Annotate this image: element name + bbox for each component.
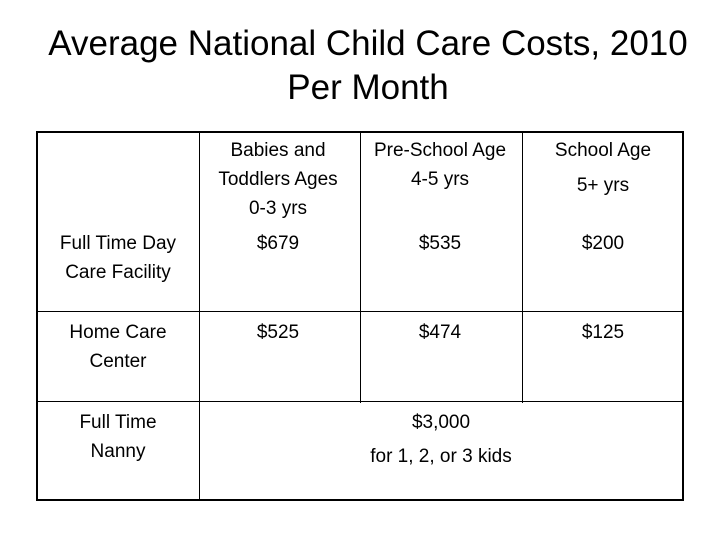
value-nanny-note: for 1, 2, or 3 kids xyxy=(370,446,512,467)
title-line-2: Per Month xyxy=(287,68,449,107)
row-label-day-care-line-1: Full Time Day xyxy=(59,233,177,254)
row-label-home-care xyxy=(38,318,198,376)
row-label-day-care-line-2: Care Facility xyxy=(65,262,171,283)
header-school-line-2: 5+ yrs xyxy=(576,175,630,196)
value-day-care-school: $200 xyxy=(581,233,625,254)
row-label-nanny-line-1: Full Time xyxy=(79,412,157,433)
header-preschool xyxy=(360,136,520,194)
page-title xyxy=(0,22,720,110)
value-day-care-babies: $679 xyxy=(256,233,300,254)
header-babies-line-3: 0-3 yrs xyxy=(248,198,308,219)
row-label-nanny-line-2: Nanny xyxy=(90,441,146,462)
value-home-care-babies: $525 xyxy=(256,322,300,343)
header-babies-line-1: Babies and xyxy=(230,140,326,161)
header-preschool-line-1: Pre-School Age xyxy=(373,140,507,161)
header-babies-toddlers xyxy=(198,136,358,223)
header-babies-line-2: Toddlers Ages xyxy=(218,169,338,190)
title-line-1: Average National Child Care Costs, 2010 xyxy=(48,24,688,63)
value-nanny-merged xyxy=(200,408,682,471)
row-divider-1 xyxy=(38,311,682,312)
row-label-day-care xyxy=(38,229,198,287)
header-preschool-line-2: 4-5 yrs xyxy=(410,169,470,190)
row-divider-2 xyxy=(38,401,682,402)
row-label-home-care-line-1: Home Care xyxy=(69,322,167,343)
row-label-home-care-line-2: Center xyxy=(89,351,147,372)
value-day-care-preschool: $535 xyxy=(418,233,462,254)
row-label-nanny xyxy=(38,408,198,466)
value-home-care-preschool: $474 xyxy=(418,322,462,343)
value-nanny-amount: $3,000 xyxy=(411,412,471,433)
header-school-line-1: School Age xyxy=(554,140,652,161)
value-home-care-school: $125 xyxy=(581,322,625,343)
header-school-age xyxy=(522,136,684,200)
